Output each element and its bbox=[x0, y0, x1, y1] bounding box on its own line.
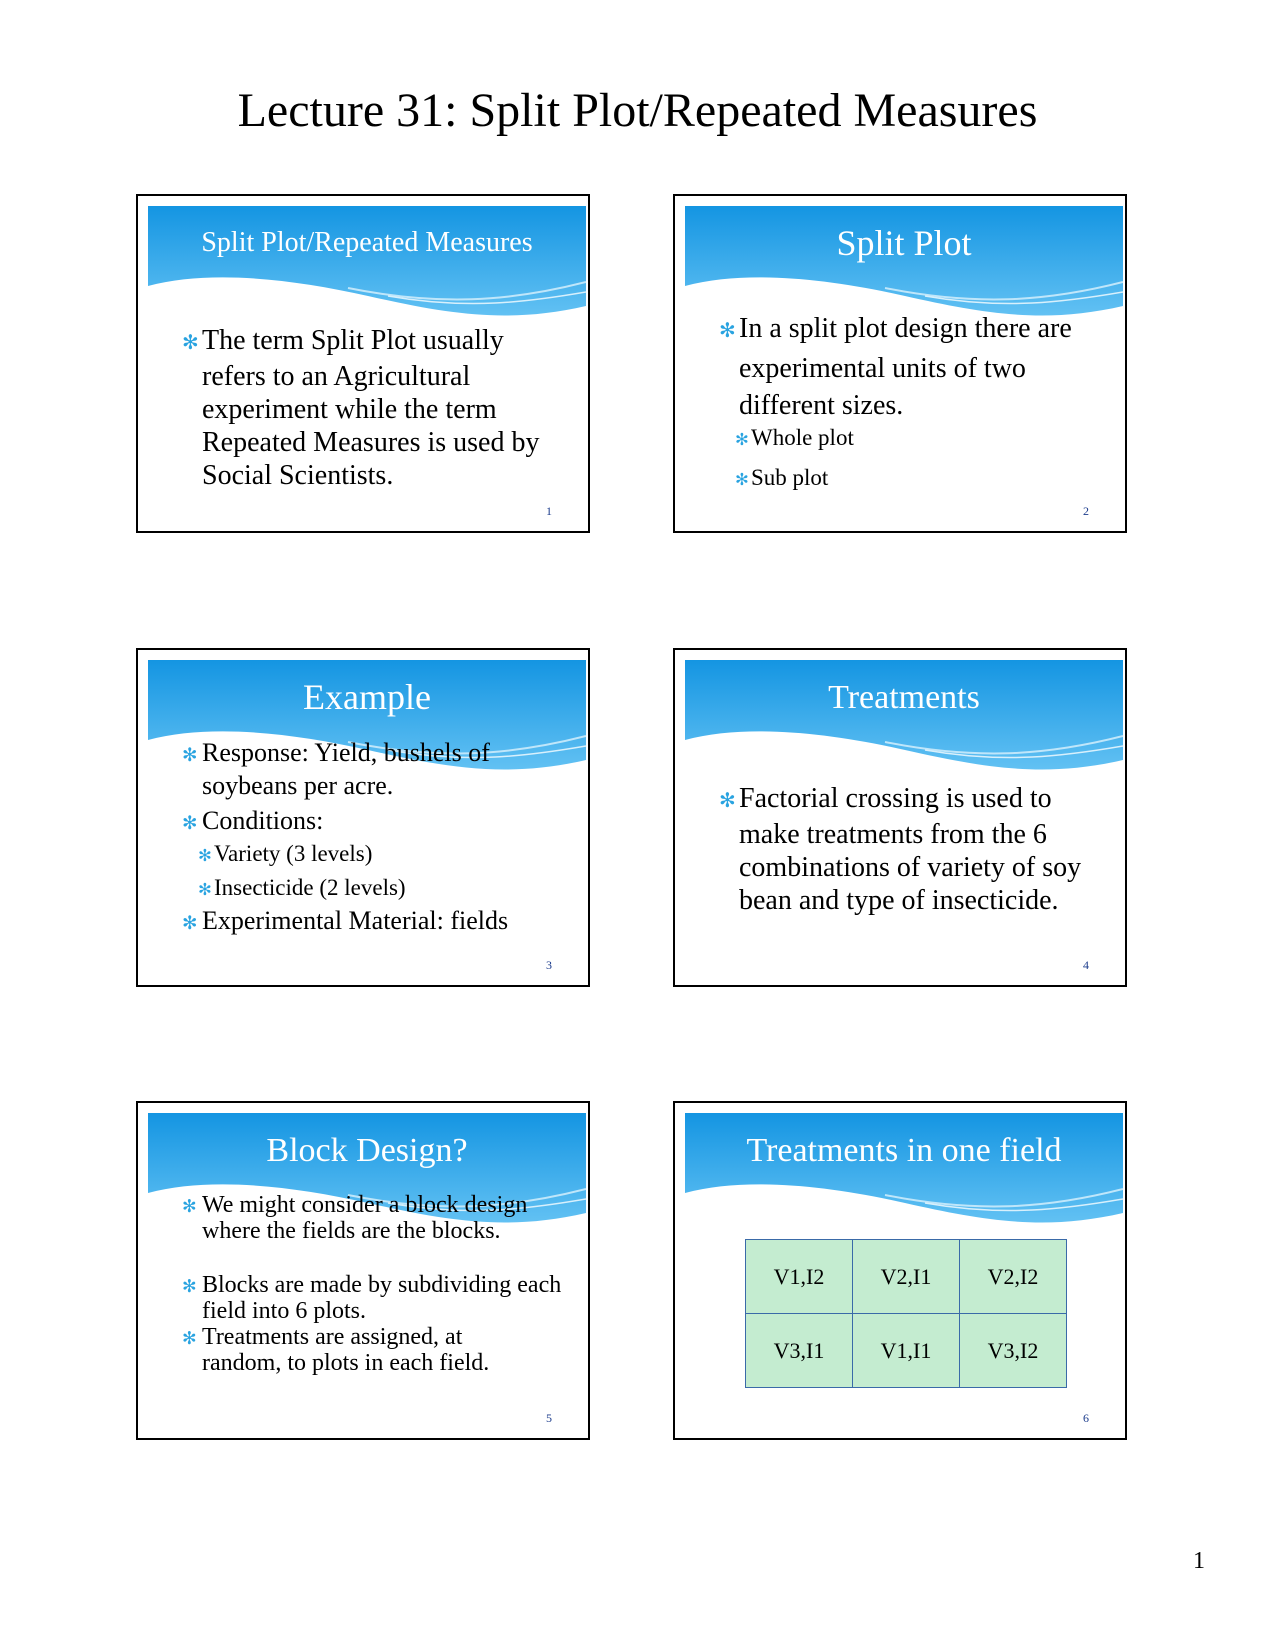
grid-cell: V2,I1 bbox=[853, 1240, 960, 1314]
slide-banner bbox=[148, 206, 586, 318]
grid-cell: V1,I1 bbox=[853, 1314, 960, 1388]
asterisk-bullet-icon: ✻ bbox=[182, 1329, 197, 1348]
slide-title: Treatments bbox=[828, 679, 980, 716]
sub-bullet-item: ✻Whole plot bbox=[735, 424, 1091, 454]
page-number: 1 bbox=[1193, 1548, 1205, 1574]
bullet-item: ✻ Experimental Material: fields bbox=[182, 906, 582, 939]
sub-bullet-item: ✻Sub plot bbox=[735, 464, 1091, 494]
slide-5 bbox=[136, 1101, 590, 1440]
asterisk-bullet-icon: ✻ bbox=[719, 320, 736, 342]
asterisk-bullet-icon: ✻ bbox=[735, 470, 749, 489]
slide-title: Treatments in one field bbox=[746, 1132, 1062, 1169]
asterisk-bullet-icon: ✻ bbox=[198, 846, 212, 865]
grid-cell: V1,I2 bbox=[746, 1240, 853, 1314]
grid-cell: V3,I1 bbox=[746, 1314, 853, 1388]
slide-title: Example bbox=[303, 677, 431, 717]
slide-1 bbox=[136, 194, 590, 533]
slide-title: Split Plot bbox=[836, 223, 972, 263]
bullet-item: ✻ The term Split Plot usually refers to an Agricultural experiment while the term Repeated Measures is used by Social Scientists. bbox=[182, 325, 540, 491]
asterisk-bullet-icon: ✻ bbox=[182, 332, 199, 354]
asterisk-bullet-icon: ✻ bbox=[735, 430, 749, 449]
asterisk-bullet-icon: ✻ bbox=[182, 745, 198, 766]
slide-6 bbox=[673, 1101, 1127, 1440]
slide-number: 6 bbox=[1083, 1411, 1089, 1425]
slide-number: 5 bbox=[546, 1411, 552, 1425]
grid-row bbox=[746, 1240, 1067, 1314]
slide-number: 3 bbox=[546, 958, 552, 972]
asterisk-bullet-icon: ✻ bbox=[182, 813, 198, 834]
bullet-item: ✻ Treatments are assigned, at random, to plots in each field. bbox=[182, 1324, 490, 1376]
asterisk-bullet-icon: ✻ bbox=[198, 880, 212, 899]
slide-3 bbox=[136, 648, 590, 987]
asterisk-bullet-icon: ✻ bbox=[182, 1277, 197, 1296]
bullet-item: ✻ Conditions: bbox=[182, 806, 562, 839]
treatment-grid bbox=[745, 1239, 1067, 1388]
slide-title: Block Design? bbox=[266, 1132, 468, 1169]
bullet-item: ✻ Factorial crossing is used to make treatments from the 6 combinations of variety of soy bean and type of insecticide. bbox=[719, 783, 1082, 916]
slide-number: 4 bbox=[1083, 958, 1089, 972]
slide-4 bbox=[673, 648, 1127, 987]
asterisk-bullet-icon: ✻ bbox=[182, 913, 198, 934]
sub-bullet-item: ✻Variety (3 levels) bbox=[198, 840, 554, 870]
slide-number: 1 bbox=[546, 504, 552, 518]
asterisk-bullet-icon: ✻ bbox=[719, 790, 736, 812]
asterisk-bullet-icon: ✻ bbox=[182, 1197, 197, 1216]
bullet-item: ✻ We might consider a block design where the fields are the blocks. bbox=[182, 1192, 528, 1244]
bullet-item: ✻ In a split plot design there are experimental units of two different sizes. bbox=[719, 313, 1072, 421]
slide-2 bbox=[673, 194, 1127, 533]
slide-number: 2 bbox=[1083, 504, 1089, 518]
sub-bullet-item: ✻Insecticide (2 levels) bbox=[198, 874, 554, 904]
grid-row bbox=[746, 1314, 1067, 1388]
bullet-item: ✻ Blocks are made by subdividing each field into 6 plots. bbox=[182, 1272, 562, 1324]
grid-cell: V2,I2 bbox=[960, 1240, 1067, 1314]
bullet-item: ✻ Response: Yield, bushels of soybeans per acre. bbox=[182, 738, 490, 800]
grid-cell: V3,I2 bbox=[960, 1314, 1067, 1388]
slide-title: Split Plot/Repeated Measures bbox=[201, 227, 533, 258]
document-title: Lecture 31: Split Plot/Repeated Measures bbox=[237, 84, 1038, 137]
